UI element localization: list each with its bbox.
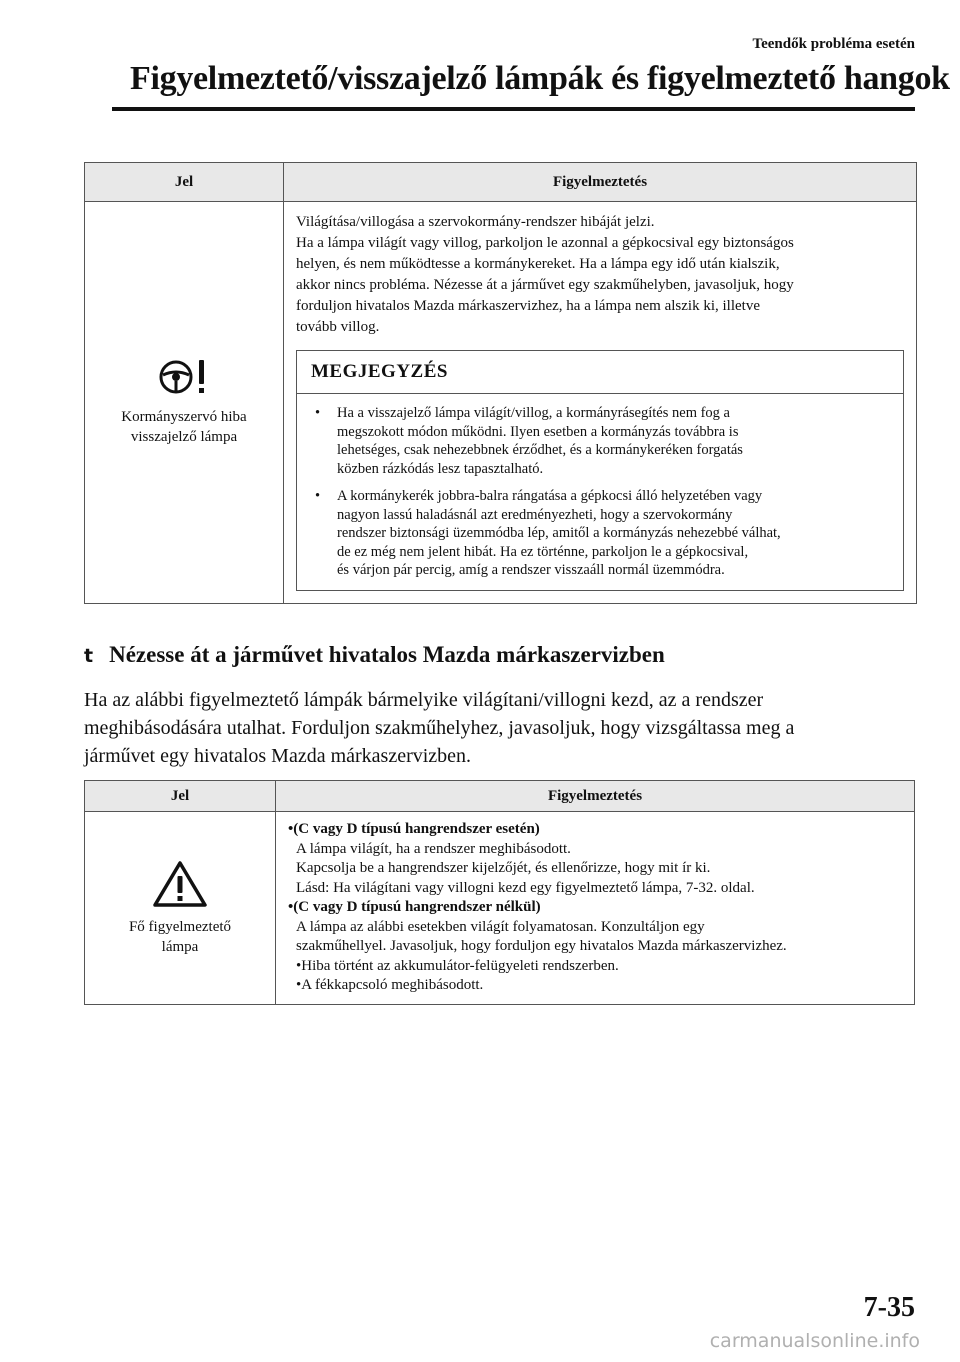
master-warning-triangle-icon [152, 859, 208, 909]
page-title: Figyelmeztető/visszajelző lámpák és figyelmeztető hangok [130, 60, 950, 97]
description-line: Kapcsolja be a hangrendszer kijelzőjét, és ellenőrizze, hogy mit ír ki. [296, 860, 711, 876]
description-line: szakműhellyel. Javasoljuk, hogy forduljon egy hivatalos Mazda márkaszervizhez. [296, 938, 787, 954]
column-header-warning: Figyelmeztetés [284, 163, 917, 202]
description-line: Világítása/villogása a szervokormány-rendszer hibáját jelzi. [296, 214, 655, 230]
description-line: •(C vagy D típusú hangrendszer esetén) [288, 821, 540, 837]
warning-table-2 [84, 780, 915, 1005]
subsection-heading [84, 642, 665, 668]
note-list [297, 394, 903, 590]
column-header-symbol: Jel [85, 163, 284, 202]
symbol-label-line-2: lámpa [161, 938, 199, 955]
title-rule [112, 107, 915, 111]
description-line: akkor nincs probléma. Nézesse át a járművet egy szakműhelyben, javasoljuk, hogy [296, 277, 794, 293]
intro-paragraph [84, 686, 924, 770]
list-item [311, 404, 889, 478]
steering-wheel-warning-icon [158, 357, 210, 397]
description-line: helyen, és nem működtesse a kormánykereket. Ha a lámpa egy idő után kialszik, [296, 256, 780, 272]
warning-description-cell [276, 812, 915, 1005]
description-line: forduljon hivatalos Mazda márkaszervizhez, ha a lámpa nem alszik ki, illetve [296, 298, 760, 314]
description-line: •A fékkapcsoló meghibásodott. [296, 977, 484, 993]
table-row [85, 202, 917, 604]
column-header-warning: Figyelmeztetés [276, 781, 915, 812]
section-marker-icon: t [84, 645, 94, 667]
warning-table-1 [84, 162, 917, 604]
subsection-heading-text: Nézesse át a járművet hivatalos Mazda márkaszervizben [109, 642, 665, 667]
warning-description-cell [284, 202, 917, 604]
intro-line: járművet egy hivatalos Mazda márkaszervizben. [84, 745, 472, 767]
description-line: •(C vagy D típusú hangrendszer nélkül) [288, 899, 541, 915]
symbol-label-line-1: Fő figyelmeztető [128, 918, 232, 935]
symbol-cell [85, 202, 284, 604]
note-line: megszokott módon működni. Ilyen esetben a kormányzás továbbra is [337, 423, 739, 440]
list-item [311, 487, 889, 580]
description-line: A lámpa világít, ha a rendszer meghibásodott. [296, 840, 571, 857]
note-box [296, 350, 904, 591]
table-row [85, 812, 915, 1005]
description-line: tovább villog. [296, 319, 380, 335]
table-header-row [85, 781, 915, 812]
note-line: lehetséges, csak nehezebbnek érződhet, és a kormánykeréken forgatás [337, 442, 743, 458]
symbol-label-line-1: Kormányszervó hiba [121, 409, 247, 426]
note-line: Ha a visszajelző lámpa világít/villog, a kormányrásegítés nem fog a [337, 405, 730, 421]
symbol-cell [85, 812, 276, 1005]
intro-line: Ha az alábbi figyelmeztető lámpák bármelyike világítani/villogni kezd, az a rendszer [84, 689, 764, 711]
watermark: carmanualsonline.info [709, 1330, 920, 1352]
note-line: közben rázkódás lesz tapasztalható. [337, 460, 544, 477]
page-number: 7-35 [863, 1292, 915, 1323]
note-line: nagyon lassú haladásnál azt eredményezheti, hogy a szervokormány [337, 506, 733, 523]
note-heading: MEGJEGYZÉS [297, 351, 903, 394]
symbol-label-line-2: visszajelző lámpa [130, 429, 238, 446]
note-line: rendszer biztonsági üzemmódba lép, amitől a kormányzás nehezebbé válhat, [337, 525, 781, 541]
section-label: Teendők probléma esetén [752, 36, 915, 52]
intro-line: meghibásodására utalhat. Forduljon szakműhelyhez, javasoljuk, hogy vizsgáltassa meg a [84, 717, 795, 739]
table-header-row [85, 163, 917, 202]
description-line: A lámpa az alábbi esetekben világít folyamatosan. Konzultáljon egy [296, 918, 705, 935]
description-line: •Hiba történt az akkumulátor-felügyeleti rendszerben. [296, 957, 619, 974]
description-line: Ha a lámpa világít vagy villog, parkoljon le azonnal a gépkocsival egy biztonságos [296, 235, 794, 251]
description-line: Lásd: Ha világítani vagy villogni kezd egy figyelmeztető lámpa, 7-32. oldal. [296, 879, 755, 896]
note-line: de ez még nem jelent hibát. Ha ez történne, parkoljon le a gépkocsival, [337, 543, 749, 560]
note-line: A kormánykerék jobbra-balra rángatása a gépkocsi álló helyzetében vagy [337, 488, 763, 504]
note-line: és várjon pár percig, amíg a rendszer visszaáll normál üzemmódra. [337, 562, 725, 578]
column-header-symbol: Jel [85, 781, 276, 812]
